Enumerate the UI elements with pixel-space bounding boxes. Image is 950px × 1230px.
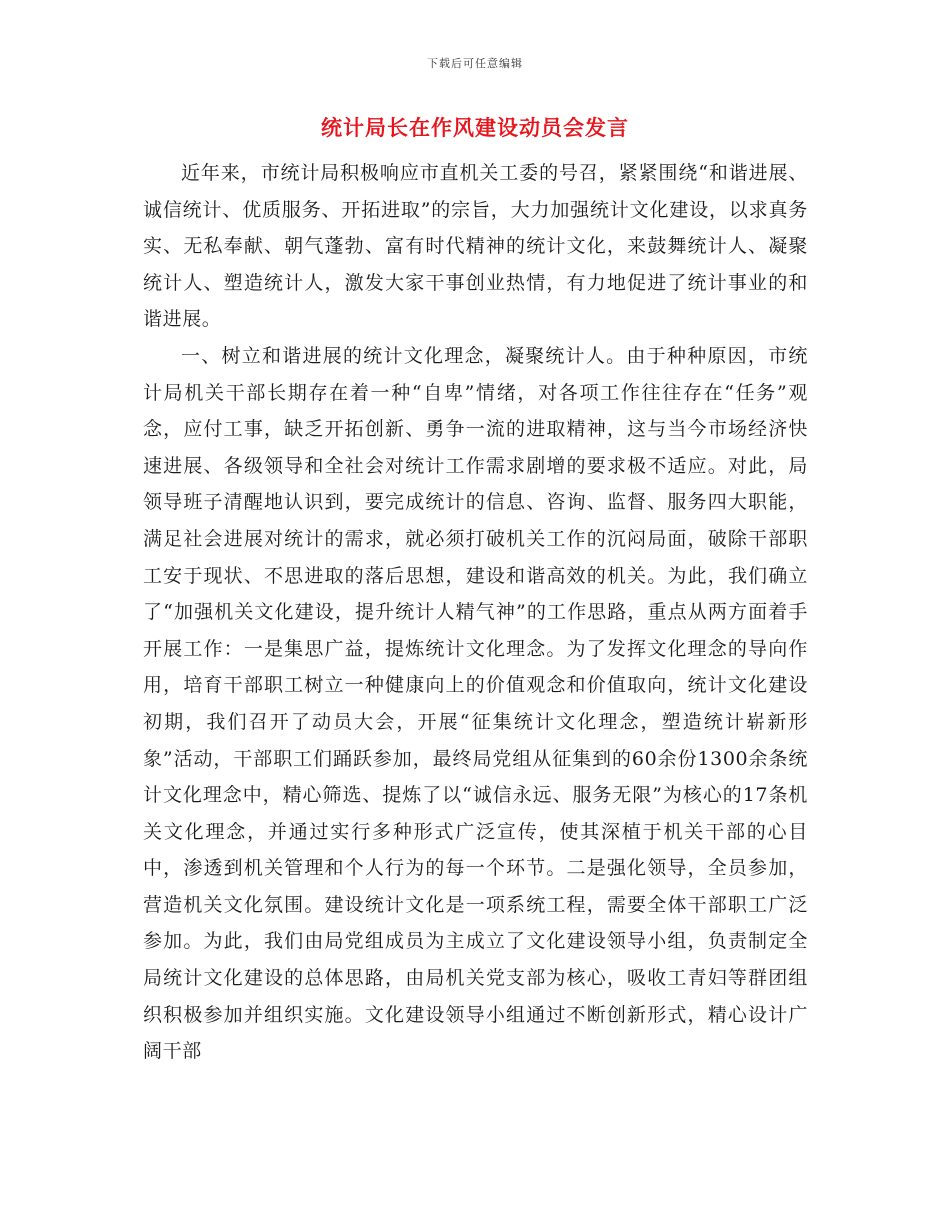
paragraph-section-one: 一、树立和谐进展的统计文化理念，凝聚统计人。由于种种原因，市统计局机关干部长期存在着一种“自卑”情绪，对各项工作往往存在“任务”观念，应付工事，缺乏开拓创新、勇争一流的进取精神，这与当今市场经济快速进展、各级领导和全社会对统计工作需求剧增的要求极不适应。对此，局领导班子清醒地认识到，要完成统计的信息、咨询、监督、服务四大职能，满足社会进展对统计的需求，就必须打破机关工作的沉闷局面，破除干部职工安于现状、不思进取的落后思想，建设和谐高效的机关。为此，我们确立了“加强机关文化建设，提升统计人精气神”的工作思路，重点从两方面着手开展工作：一是集思广益，提炼统计文化理念。为了发挥文化理念的导向作用，培育干部职工树立一种健康向上的价值观念和价值取向，统计文化建设初期，我们召开了动员大会，开展“征集统计文化理念，塑造统计崭新形象”活动，干部职工们踊跃参加，最终局党组从征集到的60余份1300余条统计文化理念中，精心筛选、提炼了以“诚信永远、服务无限”为核心的17条机关文化理念，并通过实行多种形式广泛宣传，使其深植于机关干部的心目中，渗透到机关管理和个人行为的每一个环节。二是强化领导，全员参加，营造机关文化氛围。建设统计文化是一项系统工程，需要全体干部职工广泛参加。为此，我们由局党组成员为主成立了文化建设领导小组，负责制定全局统计文化建设的总体思路，由局机关党支部为核心，吸收工青妇等群团组织积极参加并组织实施。文化建设领导小组通过不断创新形式，精心设计广阔干部: [143, 344, 808, 1063]
header-note: 下载后可任意编辑: [427, 57, 523, 70]
paragraph-intro: 近年来，市统计局积极响应市直机关工委的号召，紧紧围绕“和谐进展、诚信统计、优质服务、开拓进取”的宗旨，大力加强统计文化建设，以求真务实、无私奉献、朝气蓬勃、富有时代精神的统计文化，来鼓舞统计人、凝聚统计人、塑造统计人，激发大家干事创业热情，有力地促进了统计事业的和谐进展。: [143, 162, 808, 331]
document-body: [143, 155, 808, 1070]
document-title: 统计局长在作风建设动员会发言: [321, 115, 629, 140]
